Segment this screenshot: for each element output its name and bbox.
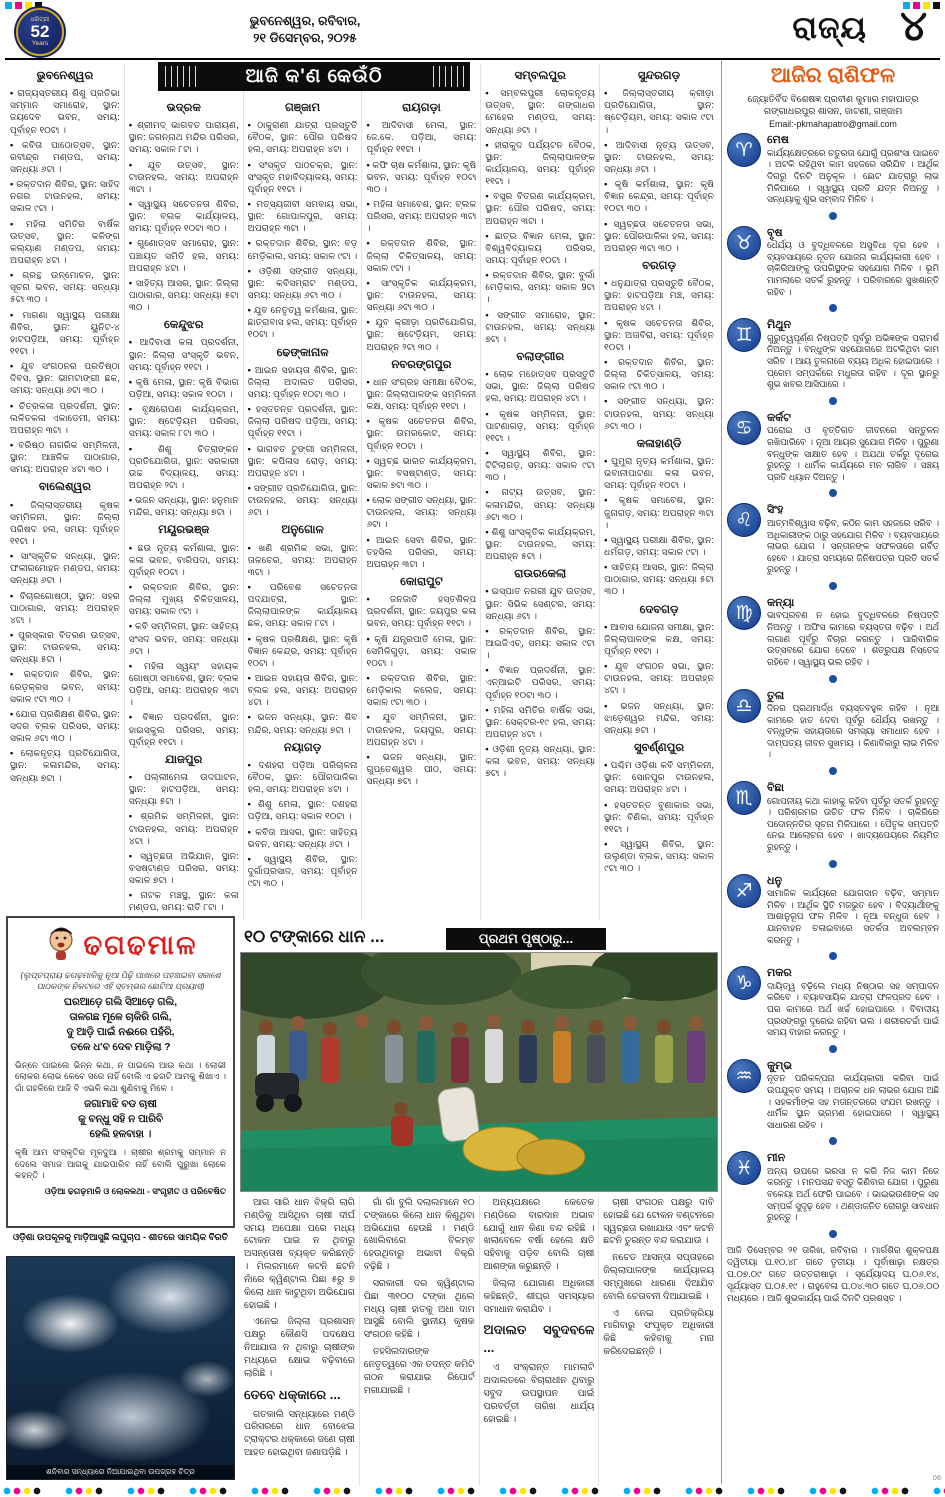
horoscope-entry: ♑ ମକର ଦାୟିତ୍ୱ ବଢ଼ିଲେ ମଧ୍ୟ ନିଷ୍ଠାର ସହ ସମ୍ପାଦନ କରିବେ । ବ୍ୟାବସାୟିକ ଯାତ୍ରା ଫଳପ୍ରଦ ହେବ । ଘର କାମରେ ଅର୍ଥ ଖର୍ଚ୍ଚ ହୋଇପାରେ । ବିବାଦୀୟ ପ୍ରସଙ୍ଗରୁ ଦୂରେଇ ରହିବା ଭଲ । ଶରୀରଚର୍ଚ୍ଚା ପାଇଁ ସମୟ ବାହାର କରନ୍ତୁ । (727, 966, 939, 1039)
event-item: • ଭଜନ ସନ୍ଧ୍ୟା, ସ୍ଥାନ: ଗୁପ୍ତେଶ୍ୱର ପୀଠ, ସମୟ: ସନ୍ଧ୍ୟା ୭ଟା । (366, 751, 476, 787)
zodiac-10-icon: ♑ (727, 966, 761, 1000)
event-item: • କୃଷକ ସମ୍ମିଳନୀ, ସ୍ଥାନ: ପାଟଣାଗଡ଼, ସମୟ: ପୂର୍ବାହ୍ନ ୧୧ଟା । (485, 408, 595, 444)
event-item: • ପୁରସ୍କାର ବିତରଣ ଉତ୍ସବ, ସ୍ଥାନ: ଟାଉନହଲ, ସମୟ: ସନ୍ଧ୍ୟା ୫ଟା । (10, 629, 120, 665)
panchanga-footer: ଆଜି ଡିସେମ୍ବର ୨୧ ତାରିଖ, ରବିବାର । ମାର୍ଗଶିର ଶୁକ୍ଳପକ୍ଷ ଦ୍ୱିତୀୟା ଘ.୧୦.୪୮ ଗତେ ତୃତୀୟା । ପୂର୍ବାଷାଢ଼ା ନକ୍ଷତ୍ର ଘ.୦୭.୦୯ ଗତେ ଉତ୍ତରାଷାଢ଼ା । ସୂର୍ଯ୍ୟୋଦୟ ଘ.୦୬.୧୪, ସୂର୍ଯ୍ୟାସ୍ତ ଘ.୦୫.୧୯ । ରାହୁବେଳା ଘ.୦୪.୩୦ ଗତେ ଘ.୦୬.୦୦ ମଧ୍ୟରେ । ଆଜି ଶୁଭକାର୍ଯ୍ୟ ପାଇଁ ଦିନଟି ପ୍ରଶସ୍ତ । (727, 1244, 939, 1303)
district-heading: ନୟାଗଡ଼ (283, 741, 322, 754)
event-item: • ବିଜ୍ଞାନ ପ୍ରଦର୍ଶନୀ, ସ୍ଥାନ: ହାଇସ୍କୁଲ ପରିସର, ସମୟ: ପୂର୍ବାହ୍ନ ୧୧ଟା । (129, 711, 239, 747)
event-item: • କବିତା ପାଠୋତ୍ସବ, ସ୍ଥାନ: ରବୀନ୍ଦ୍ର ମଣ୍ଡପ, ସମୟ: ସନ୍ଧ୍ୟା ୬ଟା । (10, 139, 120, 175)
event-item: • ମତ୍ସ୍ୟଜୀବୀ ସମବାୟ ସଭା, ସ୍ଥାନ: ଗୋପାଳପୁର, ସମୟ: ଅପରାହ୍ନ ୩ଟା । (248, 198, 358, 234)
horoscope-entry: ♉ ବୃଷ ଧୈର୍ଯ୍ୟ ଓ ବୁଦ୍ଧିବଳରେ ଅସୁବିଧା ଦୂର ହେବ । ବ୍ୟବସାୟରେ ନୂତନ ଯୋଜନା କାର୍ଯ୍ୟକାରୀ ହେବ । ଚାକିରିଆଙ୍କୁ ଉପରିସ୍ଥଙ୍କ ସହଯୋଗ ମିଳିବ । ଭୂମି ମାମଲାରେ ସତର୍କ ରୁହନ୍ତୁ । ପରିବାରରେ ସୁଖଶାନ୍ତି ରହିବ । (727, 226, 939, 299)
story-paragraph: ଏ ନେଇ ପ୍ରତିକ୍ରିୟା ମାଗିବାରୁ ସଂପୃକ୍ତ ଅଧିକାରୀ କିଛି କହିବାକୁ ମନା କରିଦେଇଛନ୍ତି । (603, 1307, 714, 1357)
event-item: • ହୀରାକୁଦ ପର୍ଯ୍ୟଟନ ବୈଠକ, ସ୍ଥାନ: ଜିଲ୍ଲାପାଳଙ୍କ କାର୍ଯ୍ୟାଳୟ, ସମୟ: ପୂର୍ବାହ୍ନ ୧୧ଟା । (485, 139, 595, 188)
event-item: • ସଙ୍ଗୀତ ପ୍ରତିଯୋଗିତା, ସ୍ଥାନ: ଟାଉନହଲ, ସମୟ: ସନ୍ଧ୍ୟା ୬ଟା । (248, 482, 358, 518)
astrologer-name: ଜ୍ୟୋତିର୍ବିଦ ବିଶେଷଜ୍ଞ ପ୍ରବୀଣ କୁମାର ମହାପାତ୍ର (747, 94, 919, 104)
logo-years-label: Years (31, 39, 49, 47)
separator-dot (829, 860, 837, 868)
page-number: ୪ (900, 2, 927, 49)
humor-line: ଜଗାମାଝି ବଡ ଚାଷୀ (84, 1099, 157, 1111)
event-item: • କୃଷି ଯନ୍ତ୍ରପାତି ମେଳା, ସ୍ଥାନ: ସେମିଳିଗୁଡ଼ା, ସମୟ: ସକାଳ ୧୦ଟା । (366, 633, 476, 669)
event-item: • ଶ୍ରୀମଦ୍ ଭାଗବତ ପାରାୟଣ, ସ୍ଥାନ: ଜଗନ୍ନାଥ ମନ୍ଦିର ପରିସର, ସମୟ: ସକାଳ ୮ଟା । (129, 119, 239, 155)
district-heading: ଢେଙ୍କାନାଳ (276, 346, 329, 359)
event-item: • ସ୍ୱଚ୍ଛତା ଅଭିଯାନ, ସ୍ଥାନ: ବସଷ୍ଟାଣ୍ଡ ପରିସର, ସମୟ: ସକାଳ ୭ଟା । (129, 850, 239, 886)
zodiac-11-icon: ♒ (727, 1059, 761, 1093)
horoscope-entry: ♎ ତୁଳା ଦିନର ପ୍ରଥମାର୍ଦ୍ଧ ବ୍ୟସ୍ତବହୁଳ ରହିବ । ନୂଆ କାମରେ ହାତ ଦେବା ପୂର୍ବରୁ ଧୈର୍ଯ୍ୟ ରଖନ୍ତୁ । ବନ୍ଧୁଙ୍କ ସହାୟତାରେ ସମସ୍ୟା ସମାଧାନ ହେବ । ଦାମ୍ପତ୍ୟ ଜୀବନ ସୁଖମୟ । କିଣାବିକାରୁ ଲାଭ ମିଳିବ । (727, 689, 939, 762)
event-item: • ଲୋକନୃତ୍ୟ ପ୍ରତିଯୋଗିତା, ସ୍ଥାନ: କଳାମନ୍ଦିର, ସମୟ: ସନ୍ଧ୍ୟା ୭ଟା । (10, 747, 120, 783)
event-item: • ଯୁବ ସମ୍ମିଳନୀ, ସ୍ଥାନ: ଟାଉନହଲ, ଜୟପୁର, ସମୟ: ଅପରାହ୍ନ ୪ଟା । (366, 711, 476, 747)
event-item: • ଘୁମୁରା ନୃତ୍ୟ କର୍ମଶାଳା, ସ୍ଥାନ: ଭବାନୀପାଟଣା କଳା ଭବନ, ସମୟ: ପୂର୍ବାହ୍ନ ୧୦ଟା । (604, 455, 714, 491)
zodiac-name: ସିଂହ (767, 504, 784, 517)
event-item: • କୃଷି କର୍ମଶାଳା, ସ୍ଥାନ: କୃଷି ବିଜ୍ଞାନ କେନ୍ଦ୍ର, ସମୟ: ପୂର୍ବାହ୍ନ ୧୦ଟା ୩୦ । (604, 178, 714, 214)
edition-line1: ଭୁବନେଶ୍ୱର, ରବିବାର, (249, 14, 361, 28)
humor-content (15, 970, 226, 1197)
event-item: • ଯୋଗ ପ୍ରଶିକ୍ଷଣ ଶିବିର, ସ୍ଥାନ: ସଦର ବ୍ଲକ ପରିସର, ସମୟ: ସକାଳ ୬ଟା ୩୦ । (10, 708, 120, 744)
humor-line: କୃଷି ଆମ ସଂସ୍କୃତିର ମୂଳଦୁଆ । ଚାଷୀର ଶ୍ରମକୁ ସମ୍ମାନ ନ ଦେଲେ ସମାଜ ଆଗକୁ ଯାଇପାରିବ ନାହିଁ ବୋଲି ପୁରୁଖା ଲୋକେ କହନ୍ତି । (15, 1147, 226, 1181)
event-item: • ସଂସ୍କୃତ ପାଠଚକ୍ର, ସ୍ଥାନ: ସଂସ୍କୃତ ମହାବିଦ୍ୟାଳୟ, ସମୟ: ପୂର୍ବାହ୍ନ ୧୧ଟା । (248, 159, 358, 195)
event-item: • ଲୋକ ସଙ୍ଗୀତ ସନ୍ଧ୍ୟା, ସ୍ଥାନ: ଟାଉନହଲ, ସମୟ: ସନ୍ଧ୍ୟା ୬ଟା । (366, 494, 476, 530)
district-heading: ରାଉରକେଲା (514, 568, 567, 581)
events-column (243, 64, 362, 920)
event-item: • ରକ୍ତଦାନ ଶିବିର, ସ୍ଥାନ: ଜିଲ୍ଲା ଚିକିତ୍ସାଳୟ, ସମୟ: ସକାଳ ୯ଟା ୩୦ । (604, 356, 714, 392)
story-paragraph: ସରକାରୀ ଦର କ୍ୱିଣ୍ଟାଲ ପିଛା ୩୧୦୦ ଟଙ୍କା ଥିଲେ ମଧ୍ୟ ଚାଷୀ ହାତକୁ ଅଧା ଦାମ ଆସୁଛି ବୋଲି ସ୍ଥାନୀୟ କୃଷକ ସଂଗଠନ କହିଛି । (363, 1277, 475, 1340)
logo-years: 52 (30, 21, 50, 41)
separator-dot (829, 767, 837, 775)
separator-dot (829, 952, 837, 960)
horoscope-entry: ♋ କର୍କଟ ଘରୋଇ ଓ ବୃତ୍ତିଗତ ଜୀବନରେ ସନ୍ତୁଳନ ରଖିପାରିବେ । ନୂଆ ଆୟର ସୁଯୋଗ ମିଳିବ । ପୁରୁଣା ବନ୍ଧୁଙ୍କ ସାକ୍ଷାତ ହେବ । ଅଯଥା ତର୍କରୁ ଦୂରେଇ ରୁହନ୍ତୁ । ଧାର୍ମିକ କାର୍ଯ୍ୟରେ ମନ ଲାଗିବ । ସଞ୍ଚୟ ପ୍ରତି ଧ୍ୟାନ ଦିଅନ୍ତୁ । (727, 411, 939, 484)
story-column (240, 1196, 359, 1486)
story-paragraph: ଏନେଇ ଜିଲ୍ଲା ପ୍ରଶାସନ ପକ୍ଷରୁ କୌଣସି ପଦକ୍ଷେପ ନିଆଯାଉ ନ ଥିବାରୁ ଚାଷୀଙ୍କ ମଧ୍ୟରେ କ୍ଷୋଭ ବଢ଼ିବାରେ ଲାଗିଛି । (244, 1316, 355, 1378)
event-item: • ଛଉ ନୃତ୍ୟ କର୍ମଶାଳା, ସ୍ଥାନ: କଳା ଭବନ, ବାରିପଦା, ସମୟ: ପୂର୍ବାହ୍ନ ୧୦ଟା । (129, 542, 239, 578)
humor-box (6, 916, 235, 1228)
event-item: • କୃଷି ମେଳା, ସ୍ଥାନ: କୃଷି ବିଭାଗ ପଡ଼ିଆ, ସମୟ: ସକାଳ ୧୦ଟା । (129, 376, 239, 400)
horoscope-list (727, 133, 939, 1238)
horoscope-column (727, 62, 939, 1484)
zodiac-5-icon: ♌ (727, 503, 761, 537)
separator-dot (829, 304, 837, 312)
story-paragraph: ଏ ସଂକ୍ରାନ୍ତ ମାମଲାଟି ଅଦାଲତରେ ବିଚାରାଧୀନ ଥିବାରୁ ସବୁଦ ଉପସ୍ଥାପନ ପାଇଁ ପରବର୍ତ୍ତୀ ତାରିଖ ଧାର୍ଯ୍ୟ ହୋଇଛି । (483, 1362, 595, 1424)
humor-title: ଢଗଢମାଳ (83, 929, 198, 960)
event-item: • ରକ୍ତଦାନ ଶିବିର, ସ୍ଥାନ: ମେଡ଼ିକାଲ କଲେଜ, ସମୟ: ସକାଳ ୯ଟା ୩୦ । (366, 672, 476, 708)
event-item: • ଓଡ଼ିଶୀ ନୃତ୍ୟ ସନ୍ଧ୍ୟା, ସ୍ଥାନ: କଳା ଭବନ, ସମୟ: ସନ୍ଧ୍ୟା ୭ଟା । (485, 743, 595, 779)
event-item: • ହସ୍ତତନ୍ତ ବୁଣାକାର ସଭା, ସ୍ଥାନ: ବିଣିକା, ସମୟ: ପୂର୍ବାହ୍ନ ୧୧ଟା । (604, 799, 714, 835)
district-heading: କୋରାପୁଟ (400, 575, 443, 588)
event-item: • ଆଇନ ସେବା ଶିବିର, ସ୍ଥାନ: ତହସିଲ ପରିସର, ସମୟ: ଅପରାହ୍ନ ୩ଟା । (366, 534, 476, 570)
event-item: • ବୃକ୍ଷରୋପଣ କାର୍ଯ୍ୟକ୍ରମ, ସ୍ଥାନ: ଷ୍ଟେଡ଼ିୟମ ପରିସର, ସମୟ: ସକାଳ ୮ଟା ୩୦ । (129, 403, 239, 439)
event-item: • ରକ୍ତଦାନ ଶିବିର, ସ୍ଥାନ: ଆଇଜିଏଚ୍, ସମୟ: ସକାଳ ୯ଟା । (485, 625, 595, 661)
district-heading: କେନ୍ଦୁଝର (164, 319, 204, 332)
horoscope-entry: ♒ କୁମ୍ଭ ନୂତନ ପରିକଳ୍ପନା କାର୍ଯ୍ୟକାରୀ କରିବା ପାଇଁ ଉପଯୁକ୍ତ ସମୟ । ଅଚାନକ ଧନ ଲାଭର ଯୋଗ ଅଛି । ସହକର୍ମୀଙ୍କ ସହ ମତାନ୍ତରରେ ସଂଯମ ରଖନ୍ତୁ । ଧାର୍ମିକ ସ୍ଥାନ ଭ୍ରମଣ ହୋଇପାରେ । ସ୍ୱାସ୍ଥ୍ୟ ସାଧାରଣ ରହିବ । (727, 1059, 939, 1132)
separator-dot (829, 675, 837, 683)
event-item: • ମହିଳା ସମିତିର ବାର୍ଷିକ ସଭା, ସ୍ଥାନ: ସେକ୍ଟର-୧୯ ହଲ, ସମୟ: ଅପରାହ୍ନ ୪ଟା । (485, 704, 595, 740)
district-heading: ସୁନ୍ଦରଗଡ଼ (637, 70, 681, 82)
event-item: • ଭାଗବତ ଟୁଙ୍ଗୀ ସମ୍ମିଳନୀ, ସ୍ଥାନ: କପିଳାସ ରୋଡ଼, ସମୟ: ଅପରାହ୍ନ ୪ଟା । (248, 443, 358, 479)
district-heading: ଦେବଗଡ଼ (639, 603, 679, 616)
zodiac-name: ଧନୁ (767, 874, 783, 887)
event-item: • ଆଇନ ସହାୟତା ଶିବିର, ସ୍ଥାନ: ଜିଲ୍ଲା ଅଦାଲତ ପରିସର, ସମୟ: ପୂର୍ବାହ୍ନ ୧୦ଟା ୩୦ । (248, 364, 358, 400)
zodiac-name: କନ୍ୟା (767, 596, 795, 609)
event-item: • ଇସ୍ପାତ ନଗରୀ ଯୁବ ଉତ୍ସବ, ସ୍ଥାନ: ସିଭିକ ସେଣ୍ଟର, ସମୟ: ସନ୍ଧ୍ୟା ୬ଟା । (485, 585, 595, 621)
weather-headline: ଓଡ଼ିଶା ଉପକୂଳକୁ ମାଡ଼ିଆସୁଛି ଲଘୁଚାପ - ଶୀତରେ ସାମୟିକ ବିରତି (12, 1232, 229, 1242)
event-item: • ଯୁବ ସଂଗଠନ ସଭା, ସ୍ଥାନ: ଟାଉନହଲ, ସମୟ: ଅପରାହ୍ନ ୪ଟା । (604, 660, 714, 696)
event-item: • ସ୍ୱାସ୍ଥ୍ୟ ଶିବିର, ସ୍ଥାନ: ଉଲୁଣ୍ଡା ବ୍ଲକ, ସମୟ: ସକାଳ ୯ଟା ୩୦ । (604, 838, 714, 874)
edition-line2: ୨୧ ଡିସେମ୍ବର, ୨୦୨୫ (253, 30, 357, 45)
plate-marker: 06 (932, 1473, 941, 1482)
event-item: • ଓଡ଼ିଶୀ ସଙ୍ଗୀତ ସନ୍ଧ୍ୟା, ସ୍ଥାନ: କବିସମ୍ରାଟ ମଣ୍ଡପ, ସମୟ: ସନ୍ଧ୍ୟା ୬ଟା ୩୦ । (248, 265, 358, 301)
event-item: • ସାଂସ୍କୃତିକ କାର୍ଯ୍ୟକ୍ରମ, ସ୍ଥାନ: ଟାଉନହଲ, ସମୟ: ସନ୍ଧ୍ୟା ୬ଟା ୩୦ । (366, 277, 476, 313)
humor-line: ଦୁ ଆଡ଼ି ପାଇଁ ନଈରେ ପହଁରି, (66, 1026, 175, 1038)
event-item: • ସ୍ୱାସ୍ଥ୍ୟ ଶିବିର, ସ୍ଥାନ: ଦୁର୍ଗାପ୍ରସାଦ, ସମୟ: ପୂର୍ବାହ୍ନ ୯ଟା ୩୦ । (248, 853, 358, 889)
events-column (480, 64, 599, 920)
separator-dot (829, 1137, 837, 1145)
news-photo-illustration (241, 953, 717, 1191)
horoscope-entry: ♊ ମିଥୁନ ଗୁରୁତ୍ୱପୂର୍ଣ୍ଣ ନିଷ୍ପତ୍ତି ପୂର୍ବରୁ ଅଭିଜ୍ଞଙ୍କ ପରାମର୍ଶ ନିଅନ୍ତୁ । ବନ୍ଧୁଙ୍କ ସହଯୋଗରେ ଅଟକିଥିବା କାମ ସରିବ । ଆୟ ତୁଳନାରେ ବ୍ୟୟ ଅଧିକ ହୋଇପାରେ । ପ୍ରେମ ସମ୍ପର୍କରେ ମଧୁରତା ରହିବ । ଦୂର ସ୍ଥାନରୁ ଶୁଭ ଖବର ଆସିପାରେ । (727, 318, 939, 391)
story-paragraph: ଅନ୍ୟପକ୍ଷରେ କେତେକ ମଣ୍ଡିରେ ବାରଦାନ ଅଭାବ ଯୋଗୁଁ ଧାନ କିଣା ବନ୍ଦ ରହିଛି । ଖଲାବେଳେ ବର୍ଷା ହେଲେ କ୍ଷତି ସହିବାକୁ ପଡ଼ିବ ବୋଲି ଚାଷୀ ଆଶଙ୍କା କରୁଛନ୍ତି । (483, 1197, 595, 1272)
district-heading: ବରଗଡ଼ (642, 260, 677, 272)
separator-dot (829, 1045, 837, 1053)
zodiac-9-icon: ♐ (727, 874, 761, 908)
event-item: • ହସ୍ତତନ୍ତ ପ୍ରଦର୍ଶନୀ, ସ୍ଥାନ: ଜିଲ୍ଲା ପରିଷଦ ପଡ଼ିଆ, ସମୟ: ପୂର୍ବାହ୍ନ ୧୧ଟା । (248, 403, 358, 439)
humor-line: ଭିନ୍ନେ ପାଇଲେ ଭିନ୍ନ କଥା, ନ ପାଇଲେ ଆଉ କଥା । ଲୋଭୀ ଲୋକର ଲୋଭ କେବେ ସରେ ନାହିଁ ବୋଲି ଏ ଢଗଟି ଆମକୁ ଶିଖାଏ । ଗାଁ ଗହଳିରେ ଆଜି ବି ଏଭଳି କଥା ଶୁଣିବାକୁ ମିଳେ । (15, 1059, 226, 1093)
story-paragraph: ଗାଁ ଗାଁ ବୁଲି ଦଲାଲମାନେ ୧୦ ଟଙ୍କାରେ କିଲୋ ଧାନ କିଣୁଥିବା ଅଭିଯୋଗ ହେଉଛି । ମଣ୍ଡି ଖୋଲିବାରେ ବିଳମ୍ବ ହେଉଥିବାରୁ ଅଭାବୀ ବିକ୍ରି ବଢ଼ିଛି । (363, 1197, 475, 1272)
humor-line: କୁ ବନ୍ଧୁ ସହି ନ ପାରିବି (78, 1114, 163, 1126)
event-item: • ଖଣି ଶ୍ରମିକ ସଭା, ସ୍ଥାନ: ତାଳଚେର, ସମୟ: ଅପରାହ୍ନ ୩ଟା । (248, 542, 358, 578)
event-item: • ରକ୍ତଦାନ ଶିବିର, ସ୍ଥାନ: ବଡ଼ ମେଡ଼ିକାଲ, ସମୟ: ସକାଳ ୯ଟା । (248, 237, 358, 261)
story-column (598, 1196, 718, 1486)
story-column (479, 1196, 599, 1486)
astrologer-address: ଗଙ୍ଗାଧରପୁର ଶାସନ, ଜାଟଣୀ, ଗଞ୍ଜାମ (763, 106, 903, 117)
event-item: • ଗୁଣୋତ୍ସବ ସମାରୋହ, ସ୍ଥାନ: ପଞ୍ଚାୟତ ସମିତି ହଲ, ସମୟ: ଅପରାହ୍ନ ୪ଟା । (129, 237, 239, 273)
event-item: • ରାଜ୍ୟସ୍ତରୀୟ ଶିଶୁ ପ୍ରତିଭା ସମ୍ମାନ ସମାରୋହ, ସ୍ଥାନ: ଜୟଦେବ ଭବନ, ସମୟ: ପୂର୍ବାହ୍ନ ୧୦ଟା । (10, 87, 120, 136)
humor-line: ହେଲି ହଳବାହା । (89, 1129, 152, 1141)
story-paragraph: ତହସିଲଦାରଙ୍କ ନେତୃତ୍ୱରେ ଏକ ତଦନ୍ତ କମିଟି ଗଠନ କରାଯାଇ ରିପୋର୍ଟ ମଗାଯାଇଛି । (363, 1346, 475, 1395)
zodiac-name: ମୀନ (767, 1152, 786, 1165)
event-item: • ଯୁବ ନେତୃତ୍ୱ କର୍ମଶାଳା, ସ୍ଥାନ: ଛାତ୍ରାବାସ ହଲ, ସମୟ: ପୂର୍ବାହ୍ନ ୧୦ଟା । (248, 304, 358, 340)
event-item: • ଧାନ ସଂଗ୍ରହ ସମୀକ୍ଷା ବୈଠକ, ସ୍ଥାନ: ଜିଲ୍ଲାପାଳଙ୍କ ସମ୍ମିଳନୀ କକ୍ଷ, ସମୟ: ପୂର୍ବାହ୍ନ ୧୧ଟା । (366, 376, 476, 412)
district-heading: ଭୁବନେଶ୍ୱର (36, 70, 94, 82)
event-item: • ସାଂସ୍କୃତିକ ସନ୍ଧ୍ୟା, ସ୍ଥାନ: ଫକୀରମୋହନ ମଣ୍ଡପ, ସମୟ: ସନ୍ଧ୍ୟା ୬ଟା । (10, 550, 120, 586)
event-item: • ନାଟ୍ୟ ଉତ୍ସବ, ସ୍ଥାନ: କଳାମନ୍ଦିର, ସମୟ: ସନ୍ଧ୍ୟା ୬ଟା ୩୦ । (485, 486, 595, 522)
zodiac-4-icon: ♋ (727, 411, 761, 445)
zodiac-name: ବୃଷ (767, 226, 783, 239)
humor-line: ତଳେ ଧ'ବ ଦେବ ମାଡ଼ିଲା ? (70, 1041, 171, 1053)
event-item: • ପରିବେଶ ସଚେତନତା ପଦଯାତ୍ରା, ସ୍ଥାନ: ଜିଲ୍ଲାପାଳଙ୍କ କାର୍ଯ୍ୟାଳୟ ଛକ, ସମୟ: ସକାଳ ୮ଟା । (248, 581, 358, 630)
story-subhead: ତେବେ ଧକ୍କାରେ ... (244, 1386, 341, 1402)
zodiac-1-icon: ♈ (727, 133, 761, 167)
column-divider (721, 60, 722, 1484)
event-item: • ଯୁବ ଉତ୍ସବ, ସ୍ଥାନ: ଟାଉନହଲ, ସମୟ: ଅପରାହ୍ନ ୩ଟା । (129, 159, 239, 195)
event-item: • ସଙ୍ଗୀତ ସମାରୋହ, ସ୍ଥାନ: ଟାଉନହଲ, ସମୟ: ସନ୍ଧ୍ୟା ୭ଟା । (485, 309, 595, 345)
edition-dateline (175, 13, 435, 47)
event-item: • ବିଚାରଗୋଷ୍ଠୀ, ସ୍ଥାନ: ସହର ପାଠାଗାର, ସମୟ: ଅପରାହ୍ନ ୪ଟା । (10, 590, 120, 626)
horoscope-entry: ♍ କନ୍ୟା ଭାବପ୍ରବଣ ନ ହୋଇ ବୁଦ୍ଧିବଳରେ ନିଷ୍ପତ୍ତି ନିଅନ୍ତୁ । ଅଫିସ କାମରେ ବ୍ୟସ୍ତତା ବଢ଼ିବ । ଅର୍ଥ ଲଗାଣ ପୂର୍ବରୁ ବିଚାର କରନ୍ତୁ । ପାରିବାରିକ ଉତ୍ସବରେ ଯୋଗ ଦେବେ । ଶତ୍ରୁପକ୍ଷ ନିସ୍ତେଜ ରହିବେ । ସ୍ୱାସ୍ଥ୍ୟ ଭଲ ରହିବ । (727, 596, 939, 669)
district-heading: ଭଦ୍ରକ (166, 102, 201, 114)
zodiac-name: କୁମ୍ଭ (767, 1059, 793, 1072)
event-item: • ଧନୁଯାତ୍ରା ପ୍ରସ୍ତୁତି ବୈଠକ, ସ୍ଥାନ: ହାଟପଡ଼ିଆ ମଞ୍ଚ, ସମୟ: ଅପରାହ୍ନ ୪ଟା । (604, 277, 714, 313)
satellite-image (6, 1256, 235, 1480)
event-item: • ରକ୍ତଦାନ ଶିବିର, ସ୍ଥାନ: ଜିଲ୍ଲା ଚିକିତ୍ସାଳୟ, ସମୟ: ସକାଳ ୯ଟା । (366, 237, 476, 273)
district-heading: ବାଲେଶ୍ୱର (38, 481, 91, 494)
event-item: • ଆଦିବାସୀ ନୃତ୍ୟ ଉତ୍ସବ, ସ୍ଥାନ: ଟାଉନହଲ, ସମୟ: ସନ୍ଧ୍ୟା ୬ଟା । (604, 139, 714, 175)
event-item: • ଆଦିବାସୀ କଳା ପ୍ରଦର୍ଶନୀ, ସ୍ଥାନ: ଜିଲ୍ଲା ସଂସ୍କୃତି ଭବନ, ସମୟ: ପୂର୍ବାହ୍ନ ୧୧ଟା । (129, 336, 239, 372)
registration-marks-bottom (0, 1484, 945, 1497)
district-heading: ବଲାଙ୍ଗୀର (516, 350, 565, 363)
event-item: • ମହିଳା ସମିତିର ବାର୍ଷିକ ଉତ୍ସବ, ସ୍ଥାନ: କଳିଙ୍ଗ କଲ୍ୟାଣ ମଣ୍ଡପ, ସମୟ: ଅପରାହ୍ନ ୪ଟା । (10, 218, 120, 267)
events-column (6, 64, 124, 920)
event-item: • ଯୁବ କ୍ରୀଡ଼ା ପ୍ରତିଯୋଗିତା, ସ୍ଥାନ: ଷ୍ଟେଡ଼ିୟମ, ସମୟ: ଅପରାହ୍ନ ୨ଟା ୩୦ । (366, 316, 476, 352)
event-item: • ଠାକୁରାଣୀ ଯାତ୍ରା ପ୍ରସ୍ତୁତି ବୈଠକ, ସ୍ଥାନ: ପୌର ପରିଷଦ ହଲ, ସମୟ: ଅପରାହ୍ନ ୪ଟା । (248, 119, 358, 155)
district-heading: ରାୟଗଡ଼ା (402, 102, 441, 114)
story-paragraph: ଜିଲ୍ଲା ଯୋଗାଣ ଅଧିକାରୀ କହିଛନ୍ତି, ଶୀଘ୍ର ସମସ୍ୟାର ସମାଧାନ କରାଯିବ । (483, 1277, 595, 1314)
humor-line: ତାଳଗଛ ମୂଳେ ଚାକିରି ଗଲି, (69, 1011, 172, 1023)
event-item: • ରକ୍ତଦାନ ଶିବିର, ସ୍ଥାନ: ବୁର୍ଲା ମେଡ଼ିକାଲ, ସମୟ: ସକାଳ 9ଟା । (485, 269, 595, 305)
event-item: • ରକ୍ତଦାନ ଶିବିର, ସ୍ଥାନ: ଜିଲ୍ଲା ମୁଖ୍ୟ ଚିକିତ୍ସାଳୟ, ସମୟ: ସକାଳ ୯ଟା । (129, 581, 239, 617)
news-photo (240, 952, 718, 1192)
event-item: • ଲୋକ ମହୋତ୍ସବ ପ୍ରସ୍ତୁତି ସଭା, ସ୍ଥାନ: ଜିଲ୍ଲା ପରିଷଦ ହଲ, ସମୟ: ଅପରାହ୍ନ ୪ଟା । (485, 368, 595, 404)
event-item: • ବିଜ୍ଞାନ ପ୍ରଦର୍ଶନୀ, ସ୍ଥାନ: ଏନ୍ଆଇଟି ପରିସର, ସମୟ: ପୂର୍ବାହ୍ନ ୧୦ଟା ୩୦ । (485, 664, 595, 700)
event-item: • ଜିଲ୍ଲାସ୍ତରୀୟ କୃଷକ ସମ୍ମିଳନୀ, ସ୍ଥାନ: ଜିଲ୍ଲା ପରିଷଦ ହଲ, ସମୟ: ପୂର୍ବାହ୍ନ ୧୧ଟା । (10, 499, 120, 548)
event-item: • ସ୍ୱାସ୍ଥ୍ୟ ସଚେତନତା ଶିବିର, ସ୍ଥାନ: ବ୍ଲକ କାର୍ଯ୍ୟାଳୟ, ସମୟ: ପୂର୍ବାହ୍ନ ୧୦ଟା ୩୦ । (129, 198, 239, 234)
story-paragraph: ନଚେତ ଆସନ୍ତା ସପ୍ତାହରେ ଜିଲ୍ଲାପାଳଙ୍କ କାର୍ଯ୍ୟାଳୟ ସମ୍ମୁଖରେ ଧାରଣା ଦିଆଯିବ ବୋଲି ଚେତାବନୀ ଦିଆଯାଇଛି । (603, 1252, 714, 1301)
zodiac-12-icon: ♓ (727, 1151, 761, 1185)
zodiac-name: ମକର (767, 967, 792, 980)
section-title: ରାଜ୍ୟ (792, 10, 867, 45)
district-heading: କଳାହାଣ୍ଡି (636, 437, 682, 450)
story-paragraph: ଗତକାଲି ସନ୍ଧ୍ୟାରେ ମଣ୍ଡି ପରିସରରେ ଧାନ ବୋଝେଇ ଟ୍ରାକ୍ଟର ଧକ୍କାରେ ଜଣେ ଚାଷୀ ଆହତ ହୋଇଥିବା ଜଣାପଡ଼ିଛି । (244, 1408, 355, 1458)
story-subhead: ଅଦାଲତ ସବୁଦବଳେ ... (483, 1322, 595, 1356)
event-item: • ଆବାସ ଯୋଜନା ସମୀକ୍ଷା, ସ୍ଥାନ: ଜିଲ୍ଲାପାଳଙ୍କ କକ୍ଷ, ସମୟ: ପୂର୍ବାହ୍ନ ୧୧ଟା । (604, 621, 714, 657)
district-heading: ନବରଙ୍ଗପୁର (391, 358, 452, 371)
separator-dot (829, 397, 837, 405)
humor-line: (ଲୁପ୍ତପ୍ରାୟ ଢଗଢ଼ମାଳିକୁ ନୂଆ ପିଢ଼ି ପାଖରେ ପହଞ୍ଚାଇବା ସକାଶେ ପାଠକଙ୍କ ନିକଟରେ ଏହି ସ୍ତମ୍ଭର ଛୋଟିଆ ପ୍ରୟାସ) (20, 970, 221, 991)
events-column (599, 64, 718, 920)
horoscope-entry: ♈ ମେଷ କାର୍ଯ୍ୟକ୍ଷେତ୍ରରେ ଚତୁରତା ଯୋଗୁଁ ପ୍ରଶଂସା ପାଇବେ । ଅଟକି ରହିଥିବା କାମ ସହଜରେ ସରିଯିବ । ଆର୍ଥିକ ଦିଗରୁ ଦିନଟି ଅନୁକୂଳ । ଛୋଟ ଯାତ୍ରାରୁ ଲାଭ ମିଳିପାରେ । ସ୍ୱାସ୍ଥ୍ୟ ପ୍ରତି ଯତ୍ନ ନିଅନ୍ତୁ । ସନ୍ଧ୍ୟାକୁ ଶୁଭ ସମ୍ବାଦ ମିଳିବ । (727, 133, 939, 206)
separator-dot (829, 212, 837, 220)
event-item: • ଗ୍ରନ୍ଥ ଉନ୍ମୋଚନ, ସ୍ଥାନ: ସୂଚନା ଭବନ, ସମୟ: ସନ୍ଧ୍ୟା ୫ଟା ୩୦ । (10, 269, 120, 305)
event-item: • କୃଷକ ପ୍ରଶିକ୍ଷଣ, ସ୍ଥାନ: କୃଷି ବିଜ୍ଞାନ କେନ୍ଦ୍ର, ସମୟ: ପୂର୍ବାହ୍ନ ୧୦ଟା । (248, 633, 358, 669)
separator-dot (829, 1230, 837, 1238)
logo-paper-name: ଧରିତ୍ରୀ (30, 16, 50, 23)
zodiac-name: ତୁଳା (767, 689, 785, 702)
event-item: • ଚିତ୍ରକଳା ପ୍ରଦର୍ଶନୀ, ସ୍ଥାନ: ଲଳିତକଳା ଏକାଡେମୀ, ସମୟ: ଅପରାହ୍ନ ୩ଟା । (10, 400, 120, 436)
continued-from-page-one-banner: ପ୍ରଥମ ପୃଷ୍ଠାରୁ... (446, 928, 606, 950)
zodiac-8-icon: ♏ (727, 781, 761, 815)
event-item: • ରକ୍ତଦାନ ଶିବିର, ସ୍ଥାନ: ସାହିଦ ନଗର ଟାଉନହଲ, ସମୟ: ସକାଳ ୯ଟା । (10, 178, 120, 214)
event-item: • କୃଷକ ସଚେତନତା ଶିବିର, ସ୍ଥାନ: ଉମରକୋଟ, ସମୟ: ପୂର୍ବାହ୍ନ ୧୦ଟା । (366, 415, 476, 451)
event-item: • ବରିଷ୍ଠ ନାଗରିକ ସମ୍ମିଳନୀ, ସ୍ଥାନ: ଆଞ୍ଚଳିକ ପାଠାଗାର, ସମୟ: ଅପରାହ୍ନ ୪ଟା ୩୦ । (10, 439, 120, 475)
event-item: • ଆଦିବାସୀ ମେଳା, ସ୍ଥାନ: ଜେ.କେ. ପଡ଼ିଆ, ସମୟ: ପୂର୍ବାହ୍ନ ୧୧ଟା । (366, 119, 476, 155)
zodiac-2-icon: ♉ (727, 226, 761, 260)
event-item: • କବି ସମ୍ମିଳନୀ, ସ୍ଥାନ: ସାହିତ୍ୟ ସଂସଦ ଭବନ, ସମୟ: ସନ୍ଧ୍ୟା ୬ଟା । (129, 620, 239, 656)
zodiac-6-icon: ♍ (727, 596, 761, 630)
humor-line: ଘରଆଡ଼େ ଗଲି ସିଆଡ଼େ ଗଲି, (63, 997, 178, 1008)
district-heading: ସମ୍ବଲପୁର (514, 70, 566, 82)
story-column (359, 1196, 479, 1486)
district-heading: ଯାଜପୁର (165, 753, 203, 766)
horoscope-entry: ♏ ବିଛା ଗୋପନୀୟ କଥା କାହାକୁ କହିବା ପୂର୍ବରୁ ସତର୍କ ରୁହନ୍ତୁ । ପରିଶ୍ରମର ଉଚିତ ଫଳ ମିଳିବ । ଚାକିରିରେ ପଦୋନ୍ନତିର ସୂଚନା ମିଳିପାରେ । ପୈତୃକ ସମ୍ପତ୍ତି ନେଇ ଆଲୋଚନା ହେବ । ଖାଦ୍ୟପେୟରେ ନିୟମିତ ରୁହନ୍ତୁ । (727, 781, 939, 854)
event-item: • ମାଗଣା ସ୍ୱାସ୍ଥ୍ୟ ପରୀକ୍ଷା ଶିବିର, ସ୍ଥାନ: ୟୁନିଟ-୪ ହାଟପଡ଼ିଆ, ସମୟ: ପୂର୍ବାହ୍ନ ୧୧ଟା । (10, 309, 120, 358)
story-columns (240, 1196, 718, 1486)
anniversary-logo (16, 8, 64, 56)
story-paragraph: ଚାଷୀ ସଂଗଠନ ପକ୍ଷରୁ ଦାବି ହୋଇଛି ଯେ ଟୋକନ ବଣ୍ଟନରେ ସ୍ୱଚ୍ଛତା ରଖାଯାଉ ଏବଂ କଟନି ଛଟନି ତୁରନ୍ତ ବନ୍ଦ କରାଯାଉ । (603, 1197, 714, 1246)
event-item: • ଶିଶୁ ଚିତ୍ରାଙ୍କନ ପ୍ରତିଯୋଗିତା, ସ୍ଥାନ: ସରକାରୀ ଉଚ୍ଚ ବିଦ୍ୟାଳୟ, ସମୟ: ଅପରାହ୍ନ ୨ଟା । (129, 443, 239, 492)
event-item: • ଜନଜାତି ହସ୍ତଶିଳ୍ପ ପ୍ରଦର୍ଶନୀ, ସ୍ଥାନ: ଜୟପୁର କଳା ଭବନ, ସମୟ: ପୂର୍ବାହ୍ନ ୧୧ଟା । (366, 593, 476, 629)
district-heading: ଗଞ୍ଜାମ (284, 102, 321, 114)
event-item: • ନାଟକ ମଞ୍ଚସ୍ଥ, ସ୍ଥାନ: କଳା ମଣ୍ଡପ, ସମୟ: ରାତି ୮ଟା । (129, 889, 239, 913)
event-item: • ଭଜନ ସନ୍ଧ୍ୟା, ସ୍ଥାନ: ଶିବ ମନ୍ଦିର, ସମୟ: ସନ୍ଧ୍ୟା ୭ଟା । (248, 711, 358, 735)
events-column (124, 64, 243, 920)
horoscope-title: ଆଜିର ରାଶିଫଳ (770, 64, 896, 87)
horoscope-entry: ♌ ସିଂହ ଆତ୍ମବିଶ୍ୱାସ ବଢ଼ିବ, କଠିନ କାମ ସହଜରେ ସରିବ । ଅଧିକାରୀଙ୍କ ଠାରୁ ସହଯୋଗ ମିଳିବ । ବ୍ୟବସାୟରେ ଲାଭର ଯୋଗ । ସନ୍ତାନଙ୍କ ସଫଳତାରେ ଗର୍ବିତ ହେବେ । ଯାତ୍ରା ସମୟରେ ଜିନିଷପତ୍ର ପ୍ରତି ସତର୍କ ରୁହନ୍ତୁ । (727, 503, 939, 576)
horoscope-entry: ♐ ଧନୁ ସାମାଜିକ କାର୍ଯ୍ୟରେ ଯୋଗଦାନ ବଢ଼ିବ, ସମ୍ମାନ ମିଳିବ । ଆର୍ଥିକ ସ୍ଥିତି ମଜଭୁତ ହେବ । ବିଦ୍ୟାର୍ଥୀଙ୍କୁ ଆଶାନୁରୂପ ଫଳ ମିଳିବ । ନୂଆ ବନ୍ଧୁତା ହେବ । ଯାନବାହନ ଚଳାଇବାରେ ସତର୍କତା ଅବଲମ୍ବନ କରନ୍ତୁ । (727, 874, 939, 947)
zodiac-7-icon: ♎ (727, 689, 761, 723)
event-item: • ଶିଶୁ ସାଂସ୍କୃତିକ କାର୍ଯ୍ୟକ୍ରମ, ସ୍ଥାନ: ଟାଉନହଲ, ସମୟ: ଅପରାହ୍ନ ୫ଟା । (485, 526, 595, 562)
event-item: • ପଶ୍ଚିମ ଓଡ଼ିଶା କବି ସମ୍ମିଳନୀ, ସ୍ଥାନ: ସୋନପୁର ଟାଉନହଲ, ସମୟ: ଅପରାହ୍ନ ୪ଟା । (604, 759, 714, 795)
event-item: • ସାହିତ୍ୟ ଆସର, ସ୍ଥାନ: ଜିଲ୍ଲା ପାଠାଗାର, ସମୟ: ସନ୍ଧ୍ୟା ୫ଟା ୩୦ । (129, 277, 239, 313)
event-item: • ଆଇନ ସହାୟତା ଶିବିର, ସ୍ଥାନ: ବ୍ଲକ ହଲ, ସମୟ: ଅପରାହ୍ନ ୪ଟା । (248, 672, 358, 708)
event-item: • ଭଜନ ସନ୍ଧ୍ୟା, ସ୍ଥାନ: ଝାଡ଼େଶ୍ୱର ମନ୍ଦିର, ସମୟ: ସନ୍ଧ୍ୟା ୭ଟା । (604, 700, 714, 736)
story-kicker: ୧୦ ଟଙ୍କାରେ ଧାନ ... (244, 927, 385, 946)
event-item: • ବସ୍ତ୍ର ବିତରଣ କାର୍ଯ୍ୟକ୍ରମ, ସ୍ଥାନ: ପୌର ପରିଷଦ, ସମୟ: ଅପରାହ୍ନ ୩ଟା । (485, 190, 595, 226)
event-item: • ରକ୍ତଦାନ ଶିବିର, ସ୍ଥାନ: ରେଡ଼କ୍ରସ ଭବନ, ସମୟ: ସକାଳ ୯ଟା ୩୦ । (10, 668, 120, 704)
event-item: • ଯୁବ ସଂଗଠନର ପ୍ରତିଷ୍ଠା ଦିବସ, ସ୍ଥାନ: ଭୀମଟାଙ୍ଗୀ ଛକ, ସମୟ: ସନ୍ଧ୍ୟା ୬ଟା ୩୦ । (10, 360, 120, 396)
humor-line: ଓଡ଼ିଆ ଢଗଢ଼ମାଳି ଓ ଲୋକକଥା - ସଂଗୃହୀତ ଓ ପରିବେଷିତ (44, 1186, 226, 1197)
event-item: • ଶ୍ରମିକ ସମ୍ମିଳନୀ, ସ୍ଥାନ: ଟାଉନହଲ, ସମୟ: ଅପରାହ୍ନ ୪ଟା । (129, 810, 239, 846)
event-item: • ସ୍ୱାସ୍ଥ୍ୟ ପରୀକ୍ଷା ଶିବିର, ସ୍ଥାନ: ଧର୍ମଗଡ଼, ସମୟ: ସକାଳ ୯ଟା । (604, 534, 714, 558)
district-heading: ଅନୁଗୋଳ (281, 524, 324, 537)
event-item: • ସ୍ୱଚ୍ଛତା ସଚେତନତା ସଭା, ସ୍ଥାନ: ପୌରପାଳିକା ହଲ, ସମୟ: ଅପରାହ୍ନ ୩ଟା ୩୦ । (604, 218, 714, 254)
astrologer-email[interactable]: Email:-pkmahapatro@gmail.com (769, 119, 897, 130)
event-item: • ପଲ୍ଲୀମେଳା ଉଦଘାଟନ, ସ୍ଥାନ: ହାଟପଡ଼ିଆ, ସମୟ: ସନ୍ଧ୍ୟା ୫ଟା । (129, 771, 239, 807)
district-heading: ମୟୂରଭଞ୍ଜ (158, 524, 210, 537)
event-item: • କଫି ଚାଷ କର୍ମଶାଳା, ସ୍ଥାନ: କୃଷି ଭବନ, ସମୟ: ପୂର୍ବାହ୍ନ ୧୦ଟା ୩୦ । (366, 159, 476, 195)
separator-dot (829, 489, 837, 497)
event-item: • ଜିଲ୍ଲାସ୍ତରୀୟ କ୍ରୀଡ଼ା ପ୍ରତିଯୋଗିତା, ସ୍ଥାନ: ଷ୍ଟେଡ଼ିୟମ, ସମୟ: ସକାଳ ୯ଟା । (604, 87, 714, 136)
events-column (361, 64, 480, 920)
story-paragraph: ଆଗ ସାରି ଧାନ ବିକ୍ରି ଲାଗି ମଣ୍ଡିକୁ ଆସିଥିବା ଚାଷୀ ଦୀର୍ଘ ସମୟ ଅପେକ୍ଷା ପରେ ମଧ୍ୟ ଟୋକନ ପାଇ ନ ଥିବାରୁ ଅସନ୍ତୋଷ ବ୍ୟକ୍ତ କରିଛନ୍ତି । ମିଲରମାନେ କଟନି ଛଟନି ନାଁରେ କ୍ୱିଣ୍ଟାଲ ପିଛା ୫ରୁ ୭ କିଲୋ ଧାନ କାଟୁଥିବା ଅଭିଯୋଗ ହୋଇଛି । (244, 1197, 355, 1310)
district-heading: ସୁବର୍ଣ୍ଣପୁର (634, 742, 685, 755)
event-item: • ସମ୍ବଲପୁରୀ ଲୋକନୃତ୍ୟ ଉତ୍ସବ, ସ୍ଥାନ: ଗଙ୍ଗାଧର ମେହେର ମଣ୍ଡପ, ସମୟ: ସନ୍ଧ୍ୟା ୬ଟା । (485, 87, 595, 136)
event-item: • ସାହିତ୍ୟ ଆସର, ସ୍ଥାନ: ଜିଲ୍ଲା ପାଠାଗାର, ସମୟ: ସନ୍ଧ୍ୟା ୫ଟା ୩୦ । (604, 561, 714, 597)
horoscope-entry: ♓ ମୀନ ଅନ୍ୟ ଉପରେ ଭରସା ନ କରି ନିଜ କାମ ନିଜେ କରନ୍ତୁ । ମନପସନ୍ଦ ବସ୍ତୁ କିଣିବାର ଯୋଗ । ପୁରୁଣା ବକେୟା ଅର୍ଥ ଫେରି ପାଇବେ । ଭାଇଭଉଣୀଙ୍କ ସହ ସମ୍ପର୍କ ସୁଦୃଢ଼ ହେବ । ଥଣ୍ଡାଜନିତ ରୋଗରୁ ସାବଧାନ ରୁହନ୍ତୁ । (727, 1151, 939, 1224)
event-item: • ସ୍ୱାସ୍ଥ୍ୟ ଶିବିର, ସ୍ଥାନ: ଟିଟିଲାଗଡ଼, ସମୟ: ସକାଳ ୯ଟା ୩୦ । (485, 447, 595, 483)
event-item: • ମହିଳା ସ୍ୱୟଂ ସହାୟକ ଗୋଷ୍ଠୀ ସମାବେଶ, ସ୍ଥାନ: ବ୍ଲକ ପଡ଼ିଆ, ସମୟ: ଅପରାହ୍ନ ୩ଟା । (129, 660, 239, 709)
event-item: • ଛାତ୍ର ବିଜ୍ଞାନ ମେଳା, ସ୍ଥାନ: ବିଶ୍ୱବିଦ୍ୟାଳୟ ପରିସର, ସମୟ: ପୂର୍ବାହ୍ନ ୧୦ଟା । (485, 230, 595, 266)
event-item: • ସ୍ୱଚ୍ଛ ଭାରତ କାର୍ଯ୍ୟକ୍ରମ, ସ୍ଥାନ: ବସଷ୍ଟାଣ୍ଡ, ସମୟ: ସକାଳ ୭ଟା ୩୦ । (366, 455, 476, 491)
satellite-caption: ଶନିବାର ସନ୍ଧ୍ୟାରେ ନିଆଯାଇଥିବା ଉପଗ୍ରହ ଚିତ୍ର (7, 1465, 234, 1479)
events-listing (6, 64, 718, 920)
event-item: • କୃଷକ ସମାବେଶ, ସ୍ଥାନ: ଜୁନାଗଡ଼, ସମୟ: ଅପରାହ୍ନ ୩ଟା । (604, 494, 714, 530)
cartoon-icon (44, 924, 78, 967)
zodiac-name: ମେଷ (767, 134, 789, 147)
event-item: • ସଙ୍ଗୀତ ସନ୍ଧ୍ୟା, ସ୍ଥାନ: ଟାଉନହଲ, ସମୟ: ସନ୍ଧ୍ୟା ୬ଟା ୩୦ । (604, 395, 714, 431)
masthead-rule (5, 58, 940, 60)
zodiac-name: ବିଛା (767, 782, 784, 795)
zodiac-name: କର୍କଟ (767, 411, 791, 424)
zodiac-3-icon: ♊ (727, 318, 761, 352)
zodiac-name: ମିଥୁନ (767, 319, 792, 332)
event-item: • ଭଜନ ସନ୍ଧ୍ୟା, ସ୍ଥାନ: ହନୁମାନ ମନ୍ଦିର, ସମୟ: ସନ୍ଧ୍ୟା ୭ଟା । (129, 494, 239, 518)
event-item: • କୃଷକ ସଚେତନତା ଶିବିର, ସ୍ଥାନ: ଅତାବିରା, ସମୟ: ପୂର୍ବାହ୍ନ ୧୦ଟା । (604, 317, 714, 353)
event-item: • କବିତା ଆସର, ସ୍ଥାନ: ସାହିତ୍ୟ ଭବନ, ସମୟ: ସନ୍ଧ୍ୟା ୬ଟା । (248, 826, 358, 850)
event-item: • ମହିଳା ସମାବେଶ, ସ୍ଥାନ: ବ୍ଲକ ପରିସର, ସମୟ: ଅପରାହ୍ନ ୩ଟା । (366, 198, 476, 234)
event-item: • ଦଶହରା ପଡ଼ିଆ ପରିଚାଳନା ବୈଠକ, ସ୍ଥାନ: ପୌରପାଳିକା ହଲ, ସମୟ: ଅପରାହ୍ନ ୪ଟା । (248, 759, 358, 795)
events-section-banner: ଆଜି କ'ଣ କେଉଁଠି (158, 62, 470, 91)
separator-dot (829, 582, 837, 590)
event-item: • ଶିଶୁ ମେଳା, ସ୍ଥାନ: ଦଶହରା ପଡ଼ିଆ, ସମୟ: ସକାଳ ୧୦ଟା । (248, 798, 358, 822)
